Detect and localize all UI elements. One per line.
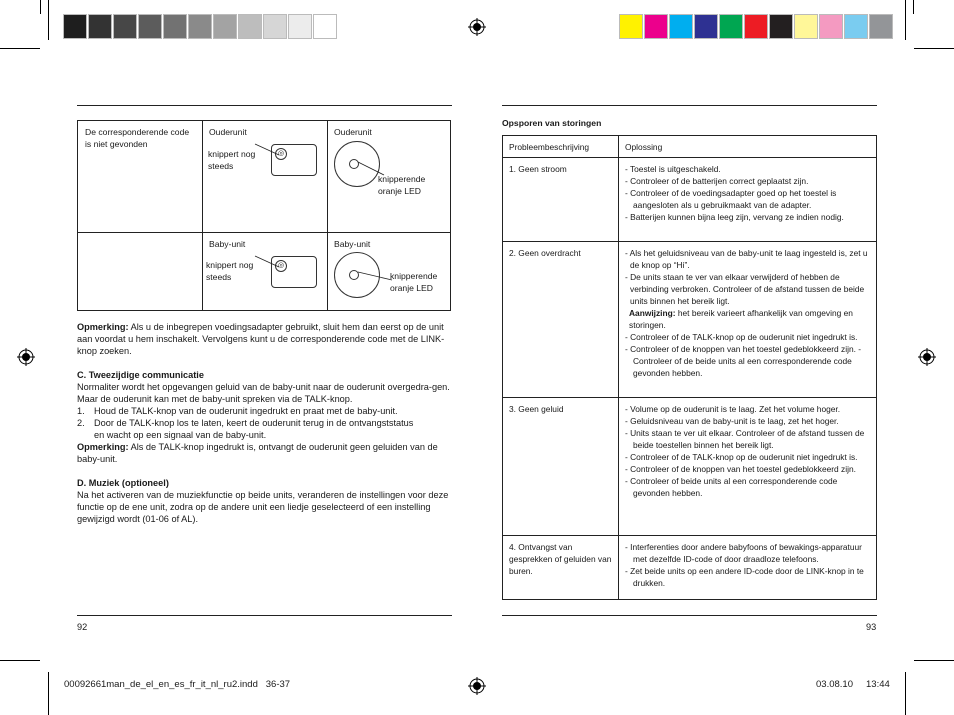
step-text: Door de TALK-knop los te laten, keert de ouderunit terug in de ontvangststatus [94,418,414,428]
solution-cell [619,158,877,242]
solution-note [625,307,870,331]
section-c-title [77,369,451,381]
step-text: Houd de TALK-knop van de ouderunit ingedrukt en praat met de baby-unit. [94,406,398,416]
led-label: oranje LED [378,186,421,196]
registration-mark-icon [468,18,486,36]
crop-mark [905,0,906,40]
pointer-line [253,253,283,273]
color-swatch [819,14,843,39]
problem-cell: 3. Geen geluid [503,398,619,536]
header-rule [77,105,452,106]
left-page-body [77,321,451,525]
step-2-continued: en wacht op een signaal van de baby-unit. [94,430,267,440]
solution-item: - Controleer of de voedingsadapter goed op het toestel is aangesloten als u gebruikmaakt van de adapter. [625,188,837,210]
solution-item: - Als het geluidsniveau van de baby-unit te laag ingesteld is, zet u de knop op “Hi”. [625,248,868,270]
status-description: De corresponderende code is niet gevonden [85,127,190,149]
color-swatch [138,14,162,39]
solution-item: - Batterijen kunnen bijna leeg zijn, vervang ze indien nodig. [625,212,844,222]
color-swatch [63,14,87,39]
registration-mark-icon [468,677,486,695]
step-1 [77,405,451,417]
led-label: oranje LED [390,283,433,293]
color-swatch [238,14,262,39]
color-swatch [288,14,312,39]
led-label: knipperende [378,174,426,184]
table-row [503,536,877,600]
solution-cell [619,398,877,536]
solution-cell [619,536,877,600]
note-label: Opmerking: [77,442,129,452]
solution-cell [619,242,877,398]
note-text: Als u de inbegrepen voedingsadapter gebruikt, sluit hem dan eerst op de unit aan voordat u hem inschakelt. Vervolgens kunt u de corresponderende code met de LINK-knop zoeken. [77,322,445,356]
section-d-text: Na het activeren van de muziekfunctie op beide units, veranderen de instellingen voor deze functie op de ene unit, zodra op de andere unit een liedje geselecteerd of een instelling gewijzigd wordt (01-06 of AL). [77,490,449,524]
color-swatch [644,14,668,39]
note-label: Opmerking: [77,322,129,332]
crop-mark [48,0,49,40]
page-number-right: 93 [866,622,877,632]
crop-mark [905,672,906,715]
blink-label: steeds [206,272,232,282]
crop-mark [48,672,49,715]
crop-mark [40,0,41,14]
step-2 [77,417,451,429]
step-number: 1. [77,406,85,416]
solution-item: - Controleer of de knoppen van het toestel gedeblokkeerd zijn. [625,464,856,474]
color-swatch [844,14,868,39]
problem-cell: 1. Geen stroom [503,158,619,242]
problem-cell: 4. Ontvangst van gesprekken of geluiden van buren. [503,536,619,600]
note-paragraph [77,441,451,465]
problem-cell: 2. Geen overdracht [503,242,619,398]
solution-item: - Units staan te ver uit elkaar. Controleer of de afstand tussen de beide toestellen binnen het bereik ligt. [625,428,865,450]
crop-mark [913,0,914,14]
solution-item: - Zet beide units op een andere ID-code door de LINK-knop in te drukken. [625,566,864,588]
footer-rule [502,615,877,616]
baby-unit-label: Baby-unit [334,239,371,249]
note-text: het bereik varieert afhankelijk van omgeving en storingen. [629,308,853,330]
solution-item: - De units staan te ver van elkaar verwijderd of hebben de verbinding verbroken. Controleer of de afstand tussen de beide units binnen het bereik ligt. [625,272,865,306]
color-swatch [669,14,693,39]
solution-item: - Controleer of de TALK-knop op de ouderunit niet ingedrukt is. [625,332,858,342]
parent-unit-label: Ouderunit [209,127,247,137]
solution-item: - Controleer of de knoppen van het toestel gedeblokkeerd zijn. - Controleer of de beide units al een corresponderende code gevonden hebben. [625,344,862,378]
color-swatch [213,14,237,39]
led-label: knipperende [390,271,438,281]
header-rule [502,105,877,106]
pointer-line [356,269,394,283]
section-d-heading: D. Muziek (optioneel) [77,478,169,488]
color-swatch [619,14,643,39]
cmyk-color-bar [619,14,894,39]
footer-rule [77,615,452,616]
baby-unit-label: Baby-unit [209,239,246,249]
color-swatch [163,14,187,39]
color-swatch [719,14,743,39]
section-c-text: Normaliter wordt het opgevangen geluid van de baby-unit naar de ouderunit overgedra-gen. Maar de ouderunit kan met de baby-unit spreken via de TALK-knop. [77,382,450,404]
parent-unit-label: Ouderunit [334,127,372,137]
solution-item: - Controleer of de batterijen correct geplaatst zijn. [625,176,809,186]
color-swatch [794,14,818,39]
crop-mark [914,660,954,661]
blink-label: knippert nog [208,149,256,159]
slug-date: 03.08.10 [816,679,853,690]
slug-time: 13:44 [866,679,890,690]
table-row [503,242,877,398]
color-swatch [263,14,287,39]
solution-item: - Interferenties door andere babyfoons of bewakings-apparatuur met dezelfde ID-code of door draadloze telefoons. [625,542,862,564]
color-swatch [744,14,768,39]
registration-mark-icon [918,348,936,366]
step-number: 2. [77,418,85,428]
solution-item: - Toestel is uitgeschakeld. [625,164,721,174]
crop-mark [914,48,954,49]
note-label: Aanwijzing: [629,308,676,318]
solution-item: - Geluidsniveau van de baby-unit is te laag, zet het hoger. [625,416,839,426]
troubleshooting-table [502,135,877,600]
pointer-line [253,141,283,161]
note-text: Als de TALK-knop ingedrukt is, ontvangt de ouderunit geen geluiden van de baby-unit. [77,442,438,464]
solution-item: - Volume op de ouderunit is te laag. Zet het volume hoger. [625,404,841,414]
color-swatch [88,14,112,39]
solution-item: - Controleer of beide units al een corresponderende code gevonden hebben. [625,476,838,498]
color-swatch [694,14,718,39]
note-paragraph [77,321,451,357]
color-swatch [188,14,212,39]
color-swatch [869,14,893,39]
table-row [503,158,877,242]
linking-status-table [77,120,451,311]
grayscale-color-bar [63,14,338,39]
crop-mark [0,660,40,661]
header-problem: Probleembeschrijving [503,136,619,158]
table-row [503,398,877,536]
color-swatch [769,14,793,39]
header-solution: Oplossing [619,136,877,158]
solution-item: - Controleer of de TALK-knop op de ouderunit niet ingedrukt is. [625,452,858,462]
display-device-icon: ◎ [271,256,317,288]
blink-label: knippert nog [206,260,254,270]
crop-mark [0,48,40,49]
section-c-heading: C. Tweezijdige communicatie [77,370,204,380]
troubleshooting-title: Opsporen van storingen [502,118,602,128]
color-swatch [313,14,337,39]
registration-mark-icon [17,348,35,366]
section-d-title [77,477,451,489]
page-number-left: 92 [77,622,88,632]
blink-label: steeds [208,161,234,171]
file-slug: 00092661man_de_el_en_es_fr_it_nl_ru2.indd 36-37 [64,679,291,690]
display-device-icon: ◎ [271,144,317,176]
color-swatch [113,14,137,39]
